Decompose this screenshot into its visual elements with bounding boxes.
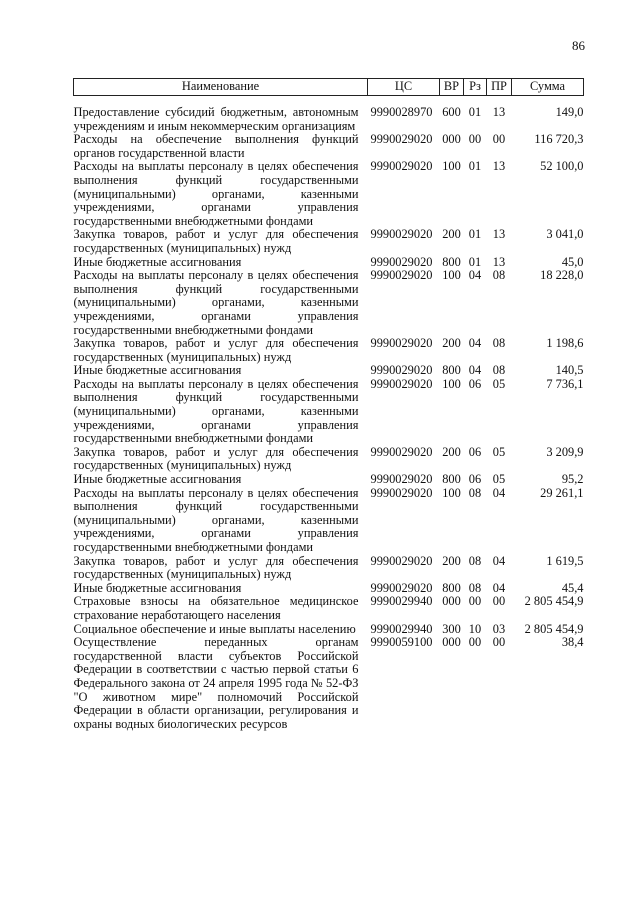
vr-cell: 200 xyxy=(442,444,461,459)
cs-cell: 9990029020 xyxy=(370,336,433,351)
table-row xyxy=(74,364,584,378)
header-rz: Рз xyxy=(464,79,487,96)
name-cell: Социальное обеспечение и иные выплаты населению xyxy=(73,621,356,636)
sum-cell: 3 209,9 xyxy=(546,444,584,459)
name-cell: Закупка товаров, работ и услуг для обеспечения государственных (муниципальных) нужд xyxy=(73,227,359,255)
rz-cell: 06 xyxy=(468,376,482,391)
table-body xyxy=(74,96,584,732)
header-sum: Сумма xyxy=(512,79,584,96)
cs-cell: 9990029020 xyxy=(370,363,433,378)
sum-cell: 52 100,0 xyxy=(540,159,584,174)
rz-cell: 04 xyxy=(468,336,482,351)
pr-cell: 00 xyxy=(492,132,506,147)
table-row xyxy=(74,160,584,228)
pr-cell: 04 xyxy=(492,485,506,500)
name-cell: Иные бюджетные ассигнования xyxy=(73,254,242,269)
rz-cell: 00 xyxy=(468,594,482,609)
cs-cell: 9990029020 xyxy=(370,268,433,283)
rz-cell: 08 xyxy=(468,580,482,595)
sum-cell: 1 619,5 xyxy=(546,553,584,568)
rz-cell: 01 xyxy=(468,254,482,269)
pr-cell: 08 xyxy=(492,268,506,283)
sum-cell: 140,5 xyxy=(555,363,584,378)
cs-cell: 9990029020 xyxy=(370,376,433,391)
rz-cell: 04 xyxy=(468,268,482,283)
name-cell: Закупка товаров, работ и услуг для обеспечения государственных (муниципальных) нужд xyxy=(73,444,359,473)
sum-cell: 116 720,3 xyxy=(534,132,584,147)
cs-cell: 9990029020 xyxy=(370,227,433,242)
vr-cell: 100 xyxy=(442,159,461,174)
name-cell: Закупка товаров, работ и услуг для обеспечения государственных (муниципальных) нужд xyxy=(73,553,359,582)
table-row xyxy=(74,96,584,134)
table-row xyxy=(74,473,584,487)
name-cell: Предоставление субсидий бюджетным, автономным учреждениям и иным некоммерческим организациям xyxy=(73,105,359,133)
name-cell: Расходы на выплаты персоналу в целях обеспечения выполнения функций государственными (муниципальными) органами, казенными учреждениями, органами управления государственными внебюджетными фондами xyxy=(73,376,359,446)
table-header-row xyxy=(74,79,584,96)
name-cell: Закупка товаров, работ и услуг для обеспечения государственных (муниципальных) нужд xyxy=(73,336,359,364)
table-row xyxy=(74,378,584,446)
vr-cell: 600 xyxy=(442,105,461,119)
name-cell: Иные бюджетные ассигнования xyxy=(73,363,242,378)
cs-cell: 9990029020 xyxy=(370,132,433,147)
table-row xyxy=(74,582,584,596)
vr-cell: 200 xyxy=(442,553,461,568)
vr-cell: 800 xyxy=(442,363,461,378)
rz-cell: 00 xyxy=(468,635,482,650)
header-vr: ВР xyxy=(440,79,464,96)
rz-cell: 06 xyxy=(468,472,482,487)
vr-cell: 300 xyxy=(442,621,461,636)
table-row xyxy=(74,555,584,582)
sum-cell: 2 805 454,9 xyxy=(524,621,584,636)
table-row xyxy=(74,595,584,622)
rz-cell: 01 xyxy=(468,105,482,119)
rz-cell: 06 xyxy=(468,444,482,459)
name-cell: Иные бюджетные ассигнования xyxy=(73,580,242,595)
sum-cell: 45,4 xyxy=(561,580,584,595)
sum-cell: 95,2 xyxy=(561,472,584,487)
vr-cell: 800 xyxy=(442,254,461,269)
table-row xyxy=(74,133,584,160)
name-cell: Иные бюджетные ассигнования xyxy=(73,472,242,487)
cs-cell: 9990059100 xyxy=(370,635,433,650)
vr-cell: 000 xyxy=(442,132,461,147)
vr-cell: 100 xyxy=(442,376,461,391)
name-cell: Расходы на обеспечение выполнения функций органов государственной власти xyxy=(73,132,359,160)
pr-cell: 08 xyxy=(492,336,506,351)
pr-cell: 05 xyxy=(492,376,506,391)
vr-cell: 200 xyxy=(442,336,461,351)
vr-cell: 800 xyxy=(442,472,461,487)
rz-cell: 00 xyxy=(468,132,482,147)
pr-cell: 05 xyxy=(492,444,506,459)
sum-cell: 38,4 xyxy=(561,635,584,650)
pr-cell: 13 xyxy=(492,105,506,119)
cs-cell: 9990029020 xyxy=(370,254,433,269)
header-cs: ЦС xyxy=(368,79,440,96)
table-row xyxy=(74,337,584,364)
name-cell: Расходы на выплаты персоналу в целях обеспечения выполнения функций государственными (муниципальными) органами, казенными учреждениями, органами управления государственными внебюджетными фондами xyxy=(73,159,359,228)
pr-cell: 04 xyxy=(492,553,506,568)
page-number: 86 xyxy=(572,38,585,53)
table-row xyxy=(74,636,584,731)
sum-cell: 7 736,1 xyxy=(546,376,584,391)
name-cell: Расходы на выплаты персоналу в целях обеспечения выполнения функций государственными (муниципальными) органами, казенными учреждениями, органами управления государственными внебюджетными фондами xyxy=(73,268,359,337)
table-row xyxy=(74,269,584,337)
header-name: Наименование xyxy=(74,79,368,96)
sum-cell: 149,0 xyxy=(555,105,584,119)
pr-cell: 05 xyxy=(492,472,506,487)
vr-cell: 100 xyxy=(442,485,461,500)
cs-cell: 9990029020 xyxy=(370,485,433,500)
name-cell: Страховые взносы на обязательное медицинское страхование неработающего населения xyxy=(73,594,359,622)
cs-cell: 9990029940 xyxy=(370,621,433,636)
pr-cell: 00 xyxy=(492,635,506,650)
rz-cell: 08 xyxy=(468,553,482,568)
cs-cell: 9990028970 xyxy=(370,105,433,119)
pr-cell: 13 xyxy=(492,254,506,269)
cs-cell: 9990029020 xyxy=(370,444,433,459)
sum-cell: 45,0 xyxy=(561,254,584,269)
cs-cell: 9990029020 xyxy=(370,159,433,174)
header-pr: ПР xyxy=(487,79,512,96)
pr-cell: 04 xyxy=(492,580,506,595)
budget-table xyxy=(73,78,584,731)
sum-cell: 2 805 454,9 xyxy=(524,594,584,609)
name-cell: Расходы на выплаты персоналу в целях обеспечения выполнения функций государственными (муниципальными) органами, казенными учреждениями, органами управления государственными внебюджетными фондами xyxy=(73,485,359,554)
pr-cell: 13 xyxy=(492,159,506,174)
rz-cell: 04 xyxy=(468,363,482,378)
vr-cell: 000 xyxy=(442,635,461,650)
table-row xyxy=(74,228,584,255)
sum-cell: 29 261,1 xyxy=(540,485,584,500)
vr-cell: 100 xyxy=(442,268,461,283)
vr-cell: 000 xyxy=(442,594,461,609)
table-row xyxy=(74,446,584,473)
cs-cell: 9990029020 xyxy=(370,553,433,568)
rz-cell: 01 xyxy=(468,227,482,242)
pr-cell: 00 xyxy=(492,594,506,609)
sum-cell: 18 228,0 xyxy=(540,268,584,283)
rz-cell: 01 xyxy=(468,159,482,174)
table-row xyxy=(74,623,584,637)
name-cell: Осуществление переданных органам государственной власти субъектов Российской Федерации в соответствии с частью первой статьи 6 Федерального закона от 24 апреля 1995 года № 52-ФЗ "О животном мире" полномочий Российской Федерации в области организации, регулирования и охраны водных биологических ресурсов xyxy=(73,635,359,731)
cs-cell: 9990029020 xyxy=(370,472,433,487)
vr-cell: 800 xyxy=(442,580,461,595)
vr-cell: 200 xyxy=(442,227,461,242)
sum-cell: 3 041,0 xyxy=(546,227,584,242)
cs-cell: 9990029940 xyxy=(370,594,433,609)
cs-cell: 9990029020 xyxy=(370,580,433,595)
table-row xyxy=(74,487,584,555)
rz-cell: 08 xyxy=(468,485,482,500)
pr-cell: 08 xyxy=(492,363,506,378)
table-row xyxy=(74,256,584,270)
pr-cell: 13 xyxy=(492,227,506,242)
sum-cell: 1 198,6 xyxy=(546,336,584,351)
rz-cell: 10 xyxy=(468,621,482,636)
pr-cell: 03 xyxy=(492,621,506,636)
